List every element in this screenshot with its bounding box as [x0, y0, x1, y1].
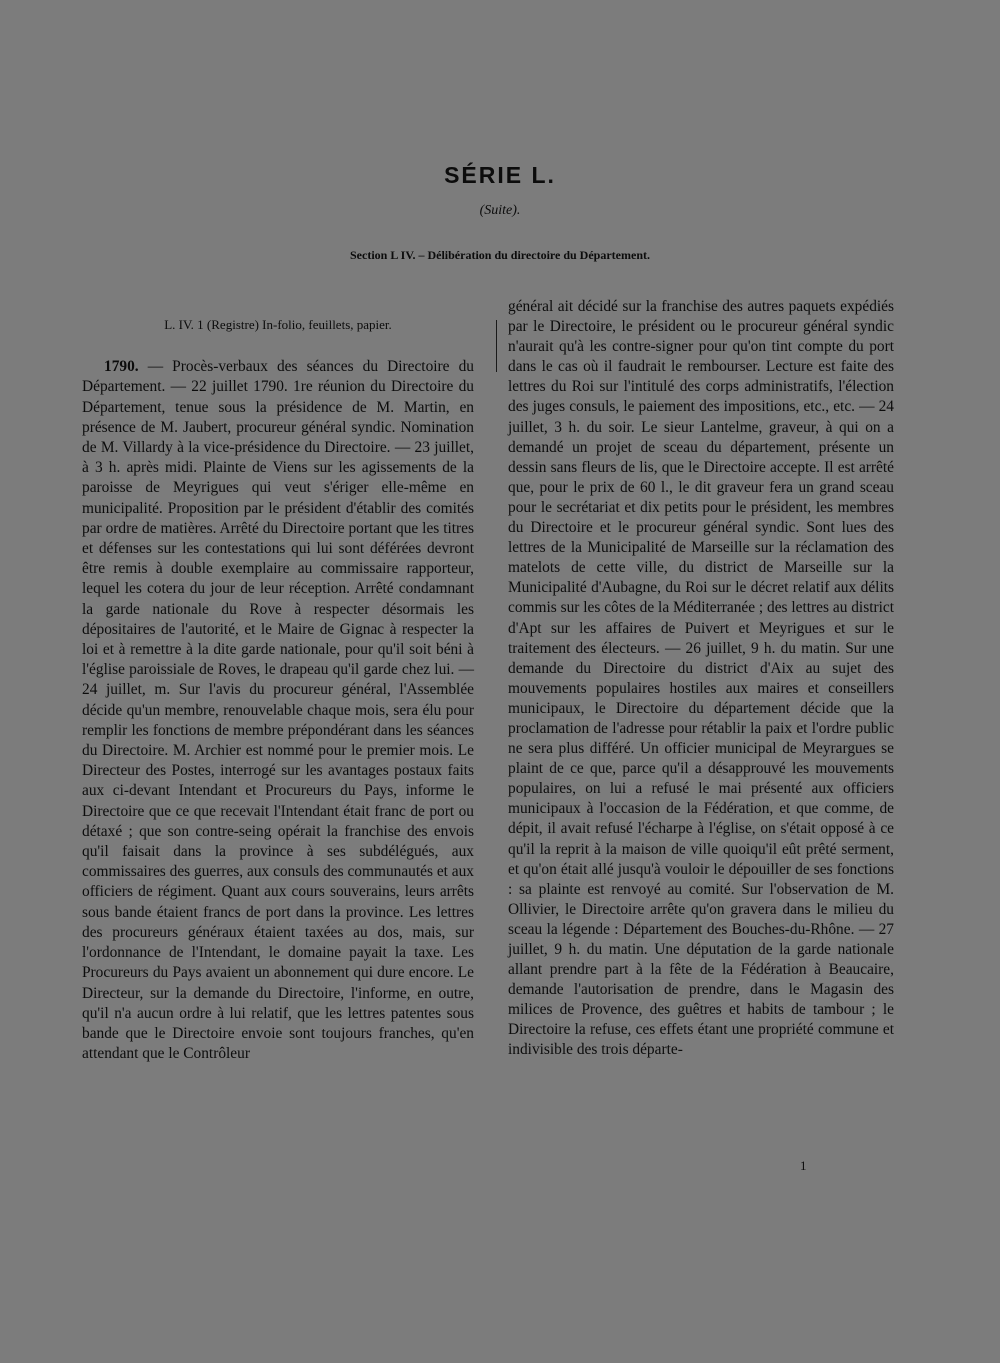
left-paragraph-text: — Procès-verbaux des séances du Directoire du Département. — 22 juillet 1790. 1re réunion du Directoire du Département, tenue sous la présidence de M. Martin, en présence de M. Jaubert, procureur général syndic. Nomination de M. Villardy à la vice-présidence du Directoire. — 23 juillet, à 3 h. après midi. Plainte de Viens sur les agissements de la paroisse de Meyrigues qui veut s'ériger elle-même en municipalité. Proposition par le président d'établir des comités par ordre de matières. Arrêté du Directoire portant que les titres et défenses sur les contestations qui lui sont déférées devront être remis à double exemplaire au commissaire rapporteur, lequel les cotera du jour de leur réception. Arrêté condamnant la garde nationale du Rove à respecter désormais les dépositaires de l'autorité, et le Maire de Gignac à respecter la loi et à remettre à la dite garde nationale, pour qu'il soit béni à l'église paroissiale de Roves, le drapeau qu'il garde chez lui. — 24 juillet, m. Sur l'avis du procureur général, l'Assemblée décide qu'un membre, renouvelable chaque mois, sera élu pour remplir les fonctions de membre prépondérant dans les séances du Directoire. M. Archier est nommé pour le premier mois. Le Directeur des Postes, interrogé sur les avantages postaux faits aux ci-devant Intendant et Procureurs du Pays, informe le Directoire que ce que recevait l'Intendant était franc de port ou détaxé ; que son contre-seing opérait la franchise des envois qu'il faisait dans la province à ses subdélégués, aux commissaires des guerres, aux consuls des communautés et aux officiers de régiment. Quant aux cours souverains, leurs arrêts sous bande étaient francs de port dans la province. Les lettres des procureurs généraux étaient taxées au dos, mais, sur l'ordonnance de l'Intendant, le domaine payait la taxe. Les Procureurs du Pays avaient un abonnement qui dure encore. Le Directeur, sur la demande du Directoire, l'informe, en outre, qu'il n'a aucun ordre à lui relatif, que les lettres patentes sous bande que le Directoire envoie sont toujours franches, qu'en attendant que le Contrôleur	[82, 358, 474, 1063]
register-note: L. IV. 1 (Registre) In-folio, feuillets, papier.	[164, 317, 392, 332]
right-column	[508, 297, 894, 1061]
series-title: SÉRIE L.	[444, 162, 556, 188]
year-label: 1790.	[104, 358, 139, 376]
page-number: 1	[800, 1158, 807, 1173]
column-divider	[496, 320, 497, 372]
suite-label: (Suite).	[479, 203, 521, 218]
right-paragraph: général ait décidé sur la franchise des autres paquets expédiés par le Directoire, le président ou le procureur général syndic n'aurait qu'à les contre-signer pour qu'on tint compte du port dans le cas où il faudrait le rembourser. Lecture est faite des lettres du Roi sur l'intitulé des corps administratifs, l'élection des juges consuls, le paiement des impositions, etc., etc. — 24 juillet, 3 h. du soir. Le sieur Lantelme, graveur, à qui on a demandé un projet de sceau du département, présente un dessin sans fleurs de lis, que le Directoire accepte. Il est arrêté que, pour le prix de 60 l., le dit graveur fera un grand sceau pour le secrétariat et dix petits pour le président, les membres du Directoire et le procureur général syndic. Sont lues des lettres de la Municipalité de Marseille sur la réclamation des matelots de cette ville, du district de Marseille sur la Municipalité d'Aubagne, du Roi sur le décret relatif aux délits commis sur les côtes de la Méditerranée ; des lettres au district d'Apt sur les affaires de Puivert et Meyrigues et sur le traitement des électeurs. — 26 juillet, 9 h. du matin. Sur une demande du Directoire du district d'Aix au sujet des mouvements populaires hostiles aux maires et conseillers municipaux, le Directoire du département décide que la proclamation de l'adresse pour rétablir la paix et l'ordre public ne sera plus différé. Un officier municipal de Meyrargues se plaint de ce que, parce qu'il a désapprouvé les mouvements populaires, on lui a refusé le mai présenté aux officiers municipaux à l'occasion de la Fédération, et que comme, de dépit, il avait refusé l'écharpe à l'église, on s'était opposé à ce qu'il la reprit à la maison de ville quoiqu'il eût prêté serment, et qu'on était allé jusqu'à vouloir le dépouiller de ses fonctions : sa plainte est renvoyé au comité. Sur l'observation de M. Ollivier, le Directoire arrête qu'on gravera dans le milieu du sceau la légende : Département des Bouches-du-Rhône. — 27 juillet, 9 h. du matin. Une députation de la garde nationale allant prendre part à la fête de la Fédération à Beaucaire, demande l'autorisation de prendre, dans le Magasin des milices de Provence, des guêtres et habits de tambour ; le Directoire la refuse, ces effets étant une propriété commune et indivisible des trois départe-	[508, 298, 894, 1059]
section-heading: Section L IV. – Délibération du directoire du Département.	[350, 248, 650, 262]
left-paragraph	[82, 357, 474, 1064]
left-column	[82, 315, 474, 1064]
